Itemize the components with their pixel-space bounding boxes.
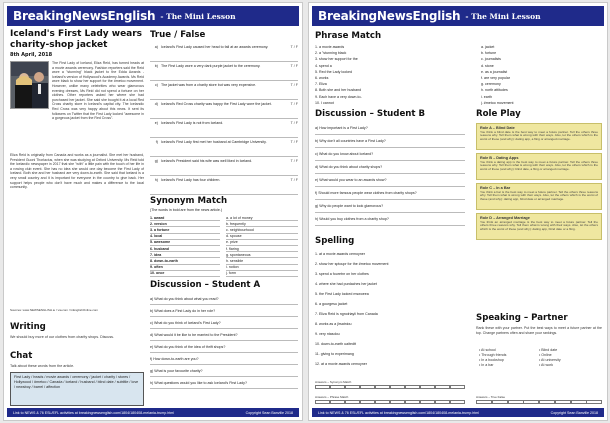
synonym-word: 3. a fortune [150,227,220,233]
phrase-end: j. #metoo movement [481,100,514,105]
phrase-end: f. are very popular [481,76,510,81]
tf-item-text: Iceland's First Lady is not from Iceland. [161,121,224,125]
tf-item-choice[interactable]: T / F [290,159,298,163]
page-two [308,2,608,421]
synonym-match: i. notion [226,265,298,271]
speaking-intro: Rank these with your partner. Put the best ways to meet a future partner at the top. Change partners often and share your rankings. [476,326,602,335]
writing-prompt: We should buy more of our clothes from charity shops. Discuss. [10,335,115,339]
role-card-title: Role B – Dating Apps [480,155,519,160]
tf-item [150,43,298,62]
speaking-option: • At school [479,348,496,352]
synonym-left-list [150,215,220,277]
chat-heading: Chat [10,351,33,361]
phrase-start: 3. show her support for the [315,57,358,62]
discussion-b-question: d) What do you think about charity shops? [315,161,465,174]
true-false-heading: True / False [150,30,206,40]
spelling-item: 12. at a movie awards cemoyner [315,362,367,366]
footer-link[interactable]: Link to NEWS & 76 ESL/EFL activities at breakingnewsenglish.com/1804/180408-melania-trump.html [13,410,175,415]
discussion-a-question: c) What do you think of Iceland's First Lady? [150,317,298,329]
chat-word-box: First Lady / heads / movie awards / ceremony / jacket / charity / stores / Hollywood / #metoo / Canada / Iceland / husband / blind date / subtitle / love / newsboy / barrel / affection [10,372,144,406]
speaking-option: • In a bookshop [479,358,504,362]
tf-item-text: Iceland's First Lady caused her head to fall at an awards ceremony. [161,45,269,49]
tf-item-choice[interactable]: T / F [290,140,298,144]
role-card [476,213,602,240]
role-card-title: Role A – Blind Date [480,125,515,130]
article-photo [10,61,49,109]
tf-item-choice[interactable]: T / F [290,178,298,182]
synonym-word: 4. local [150,234,220,240]
role-card [476,123,602,150]
phrase-end: g. ceremony [481,82,501,87]
header-banner [7,6,299,26]
tf-item-text: Iceland's President said his wife was well liked in Iceland. [161,159,253,163]
tf-item-letter: g) [154,159,158,163]
discussion-b-question: f) Should more famous people wear clothes from charity shops? [315,187,465,200]
speaking-option: • Through friends [479,353,507,357]
phrase-match-heading: Phrase Match [315,31,382,41]
phrase-start: 5. Red the Lady looked [315,69,352,74]
tf-item-text: Iceland's First Lady first met her husband at Cambridge University. [161,140,267,144]
discussion-a-question: h) What questions would you like to ask Iceland's First Lady? [150,377,298,389]
answers-tf-grid [476,400,602,404]
header-banner [312,6,604,26]
role-card-text: You think a dating app is the best way to meet a future partner. Tell the others three reasons why. Tell them what is wrong with their ways. Also, let the others which is the worst of these (and why): blind date, a fling or arranged marriage. [480,159,598,172]
tf-item-letter: h) [154,178,158,182]
phrase-end: h. north attitudes [481,88,508,93]
synonym-heading: Synonym Match [150,196,228,206]
speaking-items [479,348,599,368]
tf-item-text: The jacket was from a charity store but was very expensive. [161,83,257,87]
discussion-a-question: e) What do you think of the idea of thrift shops? [150,341,298,353]
brand-subtitle: - The Mini Lesson [465,11,541,21]
tf-item-letter: b) [154,64,158,68]
footer-copyright: Copyright Sean Banville 2018 [245,410,293,415]
tf-item [150,138,298,157]
discussion-b-question: h) Would you buy clothes from a charity shop? [315,213,465,226]
synonym-match: c. neighbourhood [226,227,298,233]
answers-tf-label: Answers – True False [476,395,506,399]
article-paragraph-1: The First Lady of Iceland, Eliza Reid, has turned heads at a movie awards ceremony. Fashion reporters said the Reid wore a "stunning" black jacket to the Edda Awards - Iceland's version of Hollywood's Academy Awards. Ms Reid wore black to show her support for the #metoo movement. However, unlike many celebrities who wear glamorous evening dresses, Ms Reid did not spend a fortune on her clothes. Other reporters asked her where she had purchased her jacket. She said she bought it at a local Red Cross charity store in Iceland's capital city. The Icelandic Red Cross was very happy about this news. It sent its followers on Twitter that the First Lady looked "awesome in a gorgeous jacket from the Red Cross". [52,61,144,121]
phrase-right-list [481,44,603,106]
speaking-option: • Online [539,353,552,357]
synonym-word: 7. idea [150,252,220,258]
speaking-option: • Blind date [539,348,558,352]
article-title: Iceland's First Lady wears charity-shop jacket [10,29,143,50]
phrase-start: 9. Each have a very down-to- [315,94,362,99]
phrase-start: 8. Both she and her husband [315,88,362,93]
synonym-match: d. spouse [226,234,298,240]
true-false-list [150,43,298,195]
spelling-item: 2. show her sptoupr for the #metoo movement [315,262,389,266]
phrase-start: 1. a movie awards [315,45,345,50]
article-sources: Sources: www.NEWSENGLISH.ie / via.com / InEnglishOnline.com [10,308,99,312]
discussion-b-question: e) What would you wear to an awards show? [315,174,465,187]
tf-item [150,119,298,138]
role-card [476,183,602,210]
discussion-a-heading: Discussion – Student A [150,280,261,290]
speaking-heading: Speaking – Partner [476,313,568,323]
spelling-item: 9. very ntasdou [315,332,340,336]
spelling-item: 10. down-to-earth uaitedtt [315,342,356,346]
speaking-option: • At university [539,358,561,362]
discussion-a-question: d) What would it be like to be married to the President? [150,329,298,341]
synonym-intro: (The words in bold are from the news article.) [150,208,223,212]
phrase-start: 4. spend a [315,63,332,68]
spelling-item: 7. Eliza Reid is ngnolriayli from Canada [315,312,378,316]
photo-image-icon [11,62,49,109]
role-card-title: Role C – In a Bar [480,185,511,190]
synonym-right-list [226,215,298,277]
footer-link[interactable]: Link to NEWS & 76 ESL/EFL activities at breakingnewsenglish.com/1804/180408-melania-trump.html [318,410,480,415]
synonym-word: 5. awesome [150,240,220,246]
spelling-item: 8. works as a jlrsatniou [315,322,352,326]
synonym-match: f. flaring [226,246,298,252]
synonym-word: 10. once [150,271,220,277]
discussion-a-list [150,293,298,389]
writing-heading: Writing [10,322,46,332]
discussion-b-heading: Discussion – Student B [315,109,426,119]
answers-synonym-grid [315,385,465,389]
page-footer [7,408,299,417]
spelling-item: 11. giving to experimang [315,352,354,356]
phrase-start: 10. I cannot [315,100,334,105]
tf-item-letter: d) [154,102,158,106]
synonym-match: h. sensible [226,258,298,264]
tf-item-text: Iceland's First Lady has four children. [161,178,221,182]
spelling-item: 4. where she had purdaches her jacket [315,282,377,286]
phrase-end: e. as a journalist [481,69,508,74]
speaking-option: • In a bar [479,363,494,367]
discussion-b-list [315,122,465,226]
synonym-match: g. spontaneous [226,252,298,258]
phrase-end: b. fortune [481,51,497,56]
answers-synonym-label: Answers – Synonym Match [315,380,352,384]
phrase-start: 6. works [315,76,329,81]
discussion-b-question: c) What do you know about Iceland? [315,148,465,161]
tf-item-choice[interactable]: T / F [290,121,298,125]
role-card [476,153,602,180]
synonym-word: 8. down-to-earth [150,258,220,264]
tf-item-letter: c) [155,83,158,87]
discussion-a-question: b) What does a First Lady do in her role? [150,305,298,317]
spelling-item: 3. spend a fouretnr on her clothes [315,272,369,276]
answers-phrase [315,395,465,409]
answers-phrase-grid [315,400,465,404]
synonym-word: 9. often [150,265,220,271]
brand-subtitle: - The Mini Lesson [160,11,236,21]
discussion-b-question: g) Why do people want to look glamorous? [315,200,465,213]
tf-item-text: The First Lady wore a very dark purple jacket to the ceremony. [161,64,261,68]
phrase-end: a. jacket [481,45,495,50]
phrase-start: 2. a "stunning black [315,51,347,56]
answers-true-false [476,395,602,409]
synonym-match: e. prize [226,240,298,246]
phrase-left-list [315,44,465,106]
phrase-end: d. stone [481,63,494,68]
synonym-match: j. form [226,271,298,277]
role-play-heading: Role Play [476,109,521,119]
brand-title: BreakingNewsEnglish [318,9,461,23]
phrase-end: i. earth [481,94,492,99]
tf-item [150,157,298,176]
discussion-b-question: b) Why don't all countries have a First Lady? [315,135,465,148]
answers-synonym [315,380,465,394]
synonym-match: b. frequently [226,221,298,227]
page-one [3,2,303,421]
tf-item [150,176,298,195]
spelling-item: 5. the First Lady looked mswoeea [315,292,369,296]
tf-item-letter: f) [155,140,158,144]
role-card-text: You think a bar is the best way to meet a future partner. Tell the others three reasons why. Tell them what is wrong with their ways. Also, let the others which is the worst of these (and why): dating app, blind date or arranged marriage. [480,189,598,202]
footer-copyright: Copyright Sean Banville 2018 [550,410,598,415]
discussion-b-question: a) How important is a First Lady? [315,122,465,135]
tf-item [150,81,298,100]
spelling-list [315,249,465,369]
tf-item-text: Iceland's Red Cross charity was happy the First Lady wore the jacket. [161,102,272,106]
discussion-a-question: a) What do you think about what you read? [150,293,298,305]
brand-title: BreakingNewsEnglish [13,9,156,23]
phrase-start: 7. Eliza [315,82,327,87]
phrase-end: c. journalists [481,57,501,62]
spelling-heading: Spelling [315,236,355,246]
synonym-word: 6. husband [150,246,220,252]
tf-item-choice[interactable]: T / F [290,45,298,49]
tf-item [150,62,298,81]
tf-item-choice[interactable]: T / F [290,64,298,68]
synonym-word: 2. version [150,221,220,227]
answers-phrase-label: Answers – Phrase Match [315,395,349,399]
synonym-word: 1. award [150,215,220,221]
chat-intro: Talk about these words from the article. [10,364,75,368]
discussion-a-question: f) How down-to-earth are you? [150,353,298,365]
role-card-title: Role D – Arranged Marriage [480,215,530,220]
tf-item [150,100,298,119]
spelling-item: 1. at a movie awards cemoyner [315,252,365,256]
article-paragraph-2: Eliza Reid is originally from Canada and works as a journalist. She met her husband, President Guoni Thorlacius, when she was studying at Oxford University. Ms Reid told the Icelandic newspaper in 2017 that she "with" a little pain with the touch of her life in a rowing club event. She has no idea she would one day become the First Lady of Iceland. Both she and her husband are very down-to-earth. She said that Iceland is a very small country and it is important for everyone in the country to give back. Her support helps people who don't have much and makes a difference to the local community. [10,153,144,190]
article-date: 8th April, 2018 [10,52,53,58]
synonym-match: a. a lot of money [226,215,298,221]
discussion-a-question: g) What is your favourite charity? [150,365,298,377]
page-footer [312,408,604,417]
tf-item-choice[interactable]: T / F [290,83,298,87]
role-card-text: You think an arranged marriage is the best way to meet a future partner. Tell the others three reasons why. Tell them what is wrong with their ways. Also, let the others which is the worst of these (and why): dating app, blind date or a fling. [480,219,598,232]
tf-item-letter: a) [154,45,158,49]
speaking-option: • At work [539,363,554,367]
tf-item-choice[interactable]: T / F [290,102,298,106]
role-card-text: You think a blind date is the best way to meet a future partner. Tell the others three reasons why. Tell them what is wrong with their ways. Also, let the others which is the worst of these (and why): dating app, a fling or arranged marriage. [480,129,598,142]
spelling-item: 6. a gourgesu jacket [315,302,348,306]
tf-item-letter: e) [154,121,158,125]
